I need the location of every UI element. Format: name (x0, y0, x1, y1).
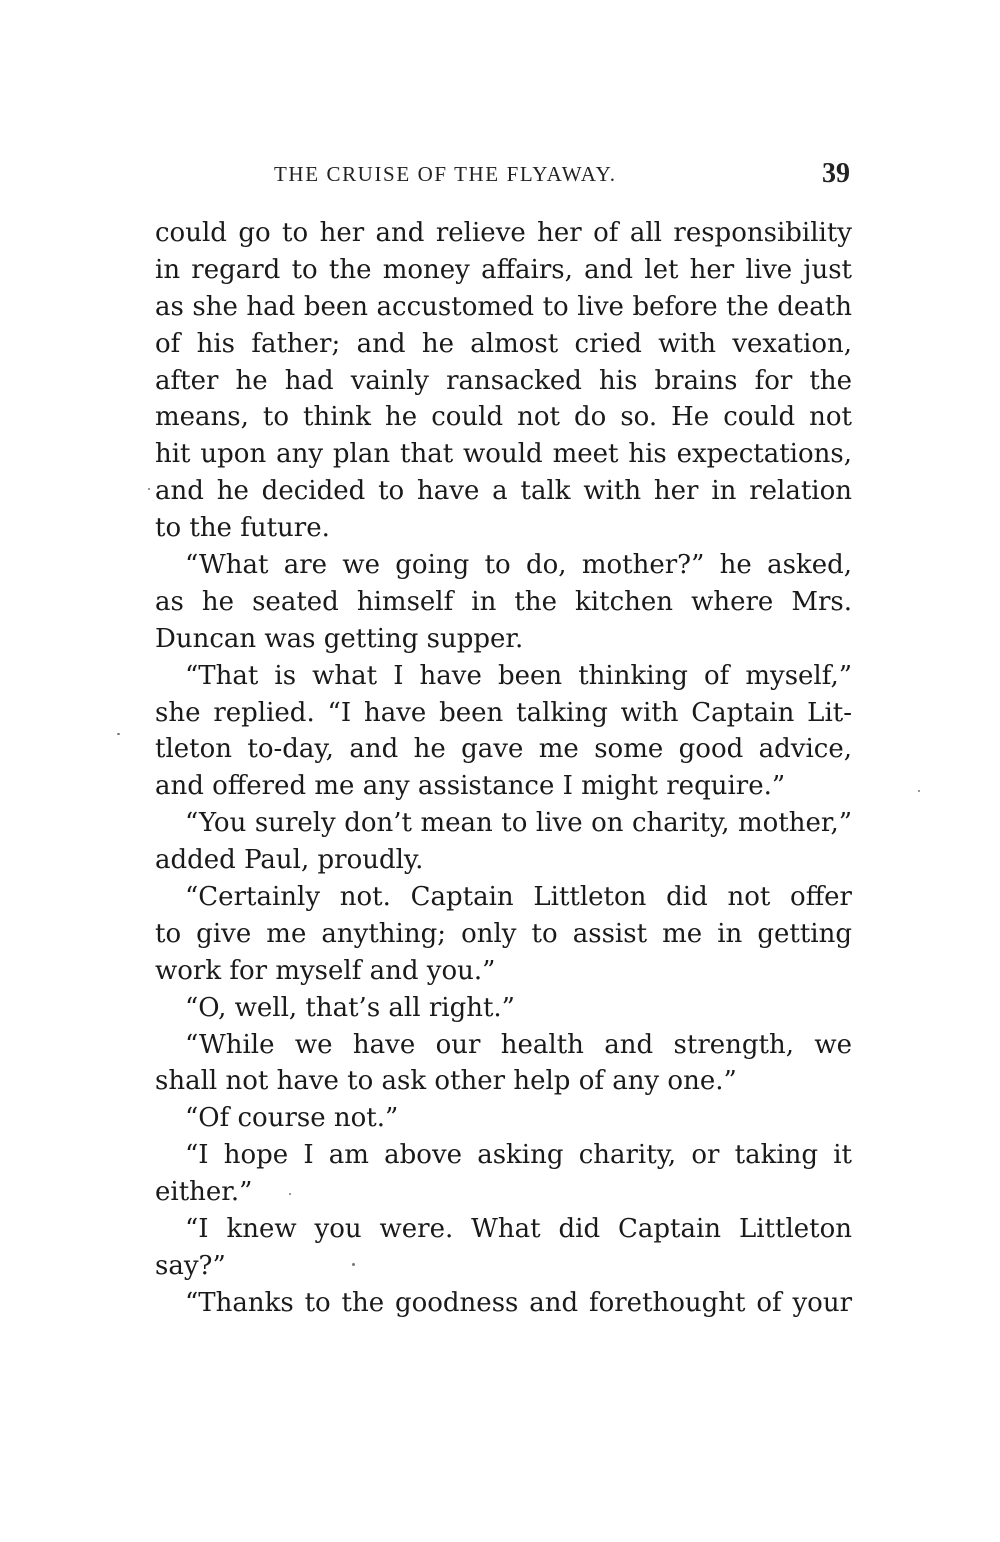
text-line: as she had been accustomed to live before the death (155, 291, 852, 322)
text-line: of his father; and he almost cried with vexation, (155, 328, 852, 359)
text-line: “That is what I have been thinking of myself,” (185, 660, 852, 691)
text-line: Duncan was getting supper. (155, 623, 524, 654)
text-line: to give me anything; only to assist me in getting (155, 918, 852, 949)
scan-speck (918, 790, 920, 792)
scan-speck (289, 1193, 291, 1195)
text-line: either.” (155, 1177, 253, 1208)
text-line: after he had vainly ransacked his brains for the (155, 365, 852, 396)
text-line: she replied. “I have been talking with Captain Lit- (155, 697, 852, 728)
text-line: “Thanks to the goodness and forethought of your (185, 1287, 852, 1318)
text-line: “I knew you were. What did Captain Littleton (185, 1214, 852, 1245)
text-line: in regard to the money affairs, and let her live just (155, 254, 852, 285)
text-line: “You surely don’t mean to live on charity, mother,” (185, 808, 852, 839)
running-title: THE CRUISE OF THE FLYAWAY. (274, 162, 617, 186)
page-header (274, 158, 850, 194)
text-line: means, to think he could not do so. He could not (155, 402, 852, 433)
scan-speck (117, 733, 120, 735)
text-line: “Certainly not. Captain Littleton did not offer (185, 882, 852, 913)
text-line: could go to her and relieve her of all responsibility (155, 218, 852, 248)
text-line: “I hope I am above asking charity, or taking it (185, 1140, 852, 1171)
text-line: and offered me any assistance I might require.” (155, 771, 786, 802)
page-number: 39 (822, 158, 850, 189)
text-line: and he decided to have a talk with her in relation (155, 476, 852, 507)
text-line: “While we have our health and strength, we (185, 1029, 852, 1060)
text-line: as he seated himself in the kitchen where Mrs. (155, 586, 852, 617)
text-line: “What are we going to do, mother?” he asked, (185, 550, 852, 581)
text-line: work for myself and you.” (155, 955, 496, 986)
text-line: tleton to-day, and he gave me some good advice, (155, 734, 852, 765)
text-line: to the future. (155, 513, 330, 544)
text-line: added Paul, proudly. (155, 845, 424, 876)
text-line: hit upon any plan that would meet his expectations, (155, 439, 852, 470)
text-line: say?” (155, 1250, 226, 1281)
text-line: “Of course not.” (185, 1103, 399, 1134)
body-text (155, 215, 852, 1322)
scan-speck (148, 488, 150, 490)
text-line: shall not have to ask other help of any one.” (155, 1066, 737, 1097)
text-line: “O, well, that’s all right.” (185, 992, 515, 1023)
scan-speck (352, 1263, 355, 1266)
